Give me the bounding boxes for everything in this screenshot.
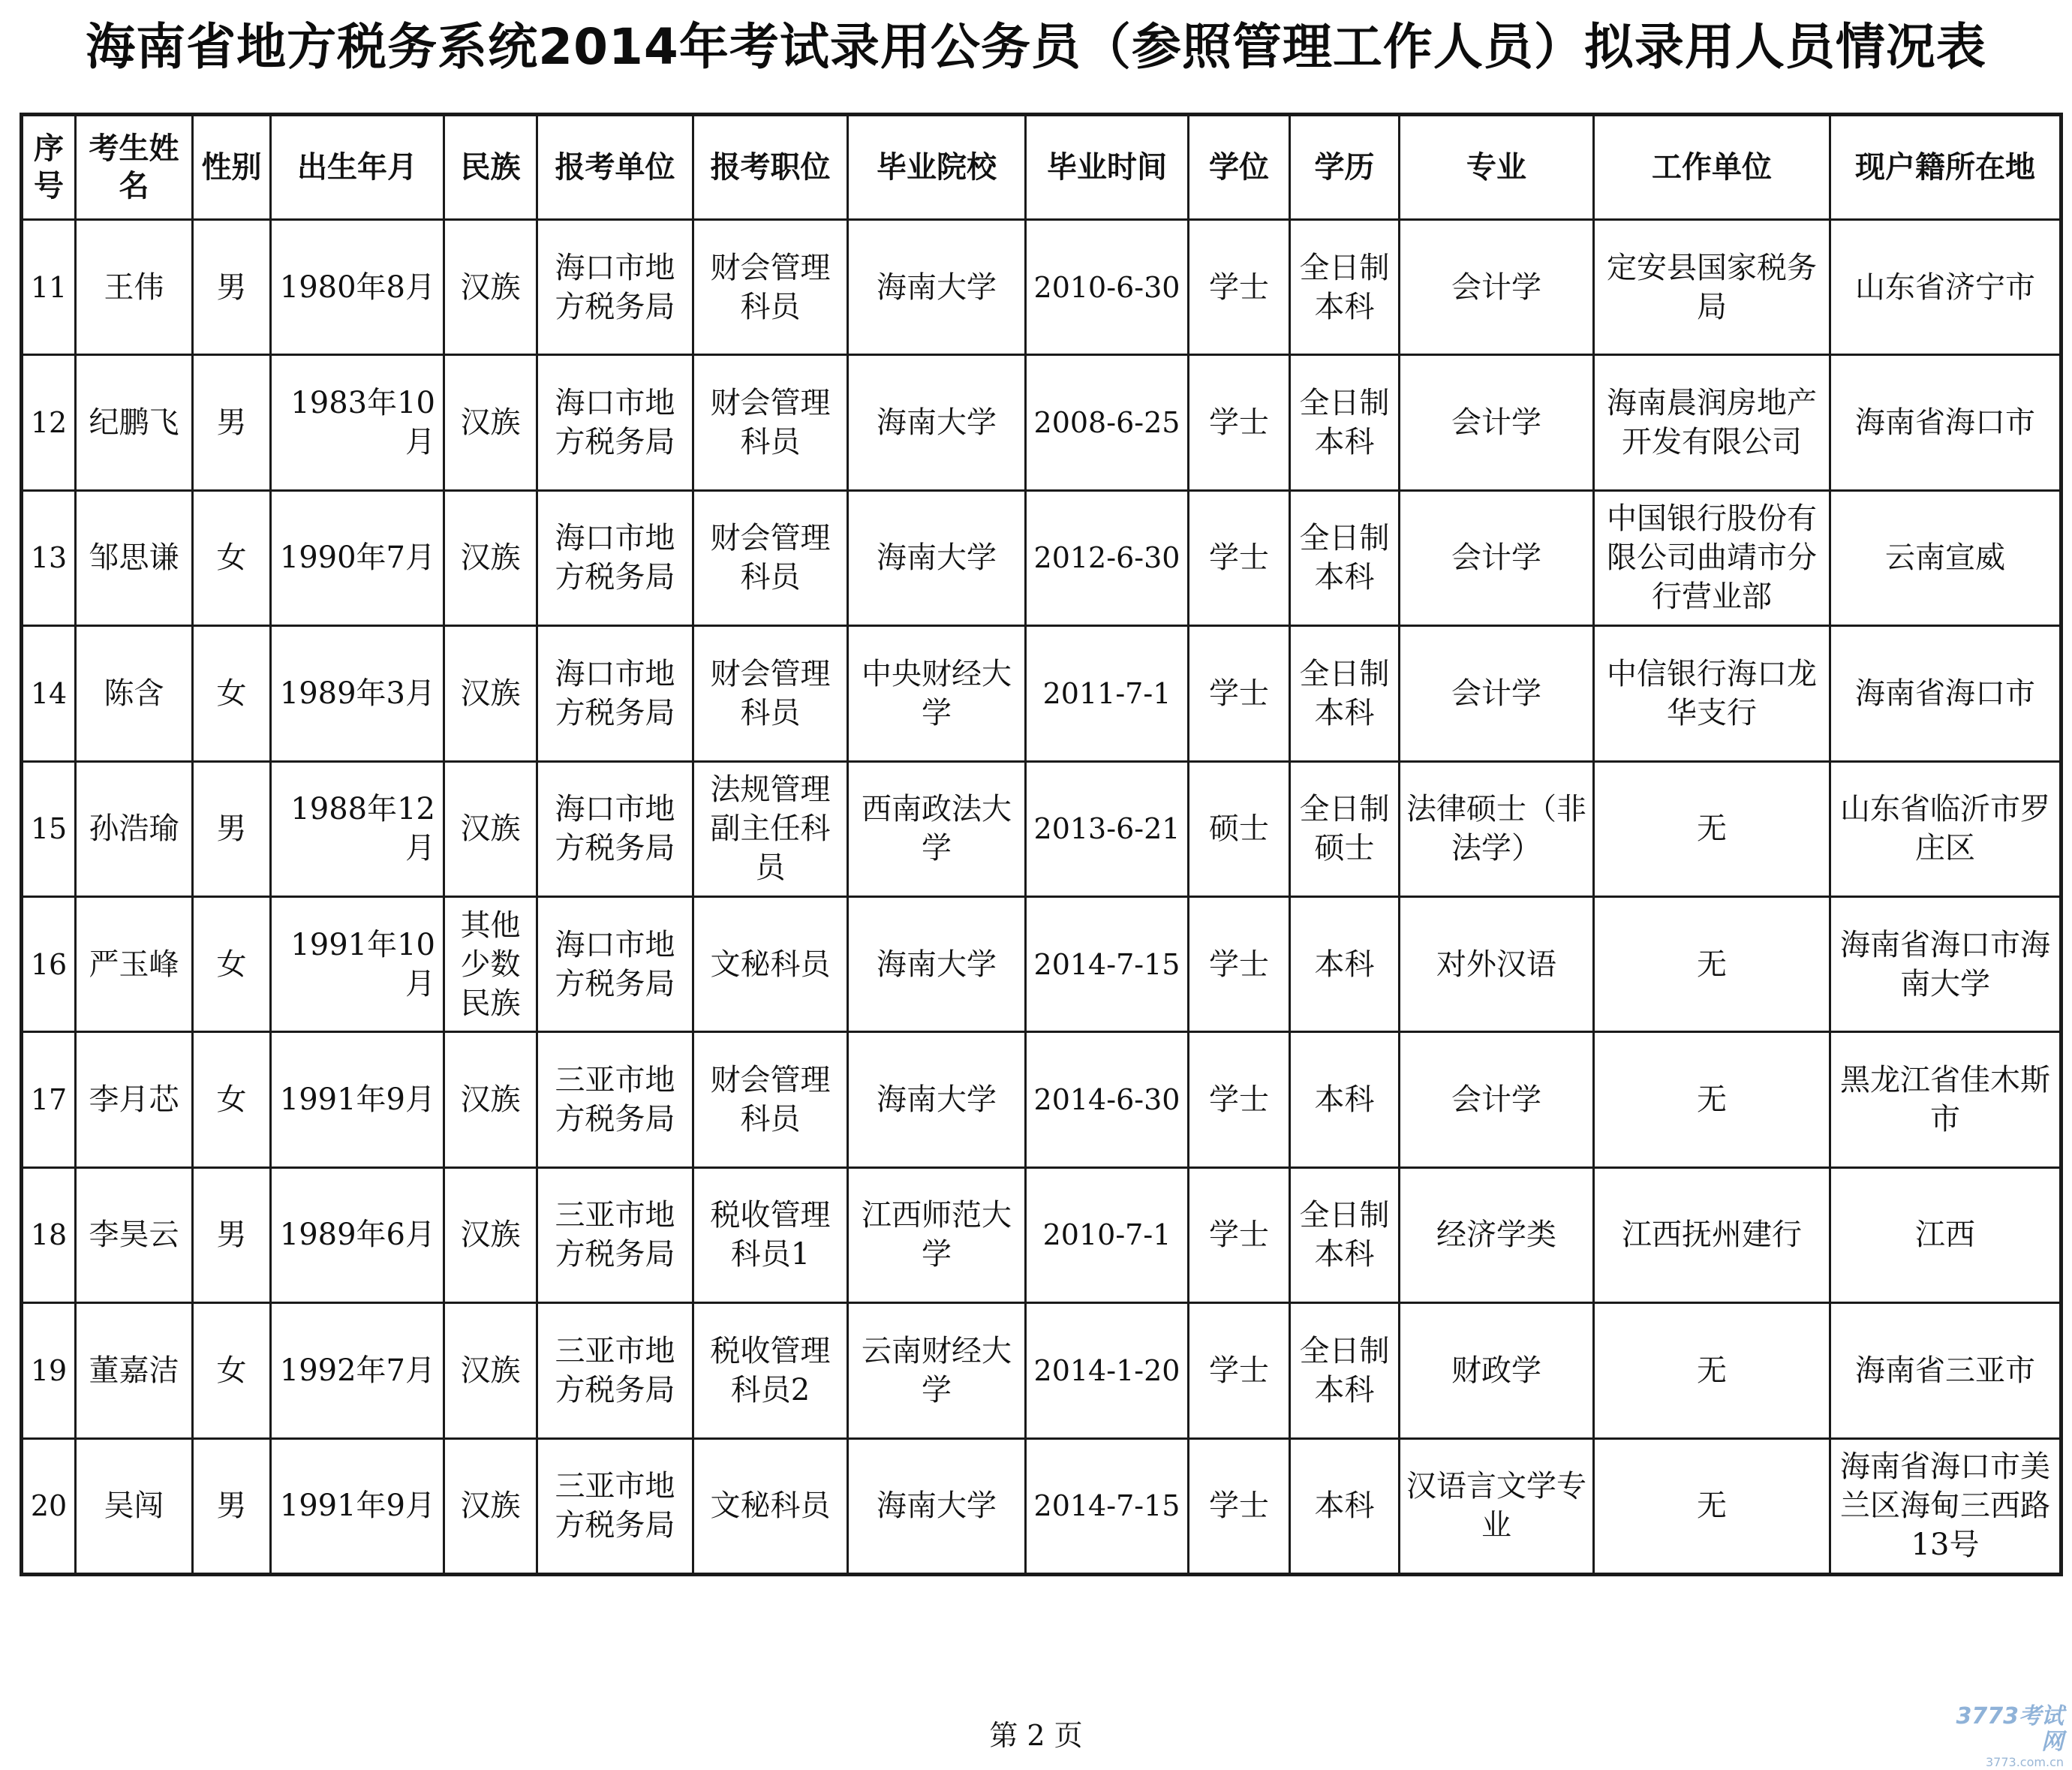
cell-degree: 学士 [1189,1438,1290,1574]
cell-ethnicity: 汉族 [444,626,537,761]
cell-gender: 男 [193,1167,271,1302]
cell-name: 吴闯 [76,1438,193,1574]
cell-applied-position: 财会管理科员 [693,1032,848,1167]
table-row [22,1438,2061,1574]
cell-name: 陈含 [76,626,193,761]
cell-degree: 学士 [1189,355,1290,490]
cell-education: 全日制硕士 [1290,761,1400,896]
cell-seq: 13 [22,490,76,625]
cell-degree: 学士 [1189,220,1290,355]
cell-employer: 海南晨润房地产开发有限公司 [1594,355,1830,490]
cell-school: 云南财经大学 [848,1303,1026,1438]
cell-ethnicity: 汉族 [444,1167,537,1302]
cell-seq: 16 [22,896,76,1031]
cell-gender: 女 [193,1303,271,1438]
page-title: 海南省地方税务系统2014年考试录用公务员（参照管理工作人员）拟录用人员情况表 [86,18,1986,76]
cell-birth: 1991年9月 [271,1032,444,1167]
cell-school: 西南政法大学 [848,761,1026,896]
cell-seq: 19 [22,1303,76,1438]
header-applied-unit: 报考单位 [537,115,693,220]
header-degree: 学位 [1189,115,1290,220]
page-number: 第 2 页 [989,1719,1083,1752]
cell-applied-unit: 三亚市地方税务局 [537,1167,693,1302]
cell-seq: 20 [22,1438,76,1574]
cell-major: 对外汉语 [1400,896,1594,1031]
header-employer: 工作单位 [1594,115,1830,220]
table-row [22,626,2061,761]
table-row [22,1032,2061,1167]
cell-ethnicity: 汉族 [444,761,537,896]
cell-ethnicity: 汉族 [444,355,537,490]
cell-birth: 1992年7月 [271,1303,444,1438]
cell-birth: 1991年10月 [271,896,444,1031]
cell-applied-unit: 三亚市地方税务局 [537,1032,693,1167]
cell-employer: 定安县国家税务局 [1594,220,1830,355]
cell-ethnicity: 汉族 [444,220,537,355]
table-row [22,355,2061,490]
cell-school: 海南大学 [848,1032,1026,1167]
cell-education: 全日制本科 [1290,355,1400,490]
header-grad-date: 毕业时间 [1026,115,1189,220]
cell-seq: 17 [22,1032,76,1167]
cell-school: 中央财经大学 [848,626,1026,761]
cell-major: 会计学 [1400,355,1594,490]
table-row [22,1303,2061,1438]
header-seq: 序号 [22,115,76,220]
cell-applied-unit: 海口市地方税务局 [537,220,693,355]
cell-employer: 无 [1594,1303,1830,1438]
cell-degree: 学士 [1189,1303,1290,1438]
header-residence: 现户籍所在地 [1830,115,2061,220]
header-school: 毕业院校 [848,115,1026,220]
cell-gender: 男 [193,761,271,896]
cell-degree: 硕士 [1189,761,1290,896]
cell-applied-unit: 三亚市地方税务局 [537,1438,693,1574]
cell-ethnicity: 汉族 [444,1032,537,1167]
cell-birth: 1990年7月 [271,490,444,625]
cell-birth: 1988年12月 [271,761,444,896]
cell-applied-position: 文秘科员 [693,1438,848,1574]
header-row [22,115,2061,220]
cell-education: 全日制本科 [1290,490,1400,625]
cell-gender: 男 [193,355,271,490]
cell-major: 财政学 [1400,1303,1594,1438]
cell-gender: 男 [193,1438,271,1574]
header-education: 学历 [1290,115,1400,220]
cell-school: 海南大学 [848,896,1026,1031]
cell-applied-position: 税收管理科员1 [693,1167,848,1302]
table-row [22,490,2061,625]
cell-education: 本科 [1290,1032,1400,1167]
cell-birth: 1989年3月 [271,626,444,761]
cell-ethnicity: 汉族 [444,1438,537,1574]
cell-birth: 1980年8月 [271,220,444,355]
table-row [22,1167,2061,1302]
cell-residence: 海南省三亚市 [1830,1303,2061,1438]
candidate-table [20,113,2063,1576]
cell-gender: 女 [193,1032,271,1167]
cell-major: 会计学 [1400,220,1594,355]
cell-applied-position: 文秘科员 [693,896,848,1031]
cell-name: 李昊云 [76,1167,193,1302]
cell-grad-date: 2011-7-1 [1026,626,1189,761]
cell-major: 法律硕士（非法学） [1400,761,1594,896]
cell-major: 经济学类 [1400,1167,1594,1302]
cell-applied-unit: 海口市地方税务局 [537,896,693,1031]
cell-name: 严玉峰 [76,896,193,1031]
cell-employer: 无 [1594,761,1830,896]
header-major: 专业 [1400,115,1594,220]
cell-school: 海南大学 [848,490,1026,625]
cell-grad-date: 2014-7-15 [1026,1438,1189,1574]
cell-degree: 学士 [1189,490,1290,625]
cell-degree: 学士 [1189,1167,1290,1302]
cell-degree: 学士 [1189,1032,1290,1167]
cell-birth: 1989年6月 [271,1167,444,1302]
cell-employer: 无 [1594,1438,1830,1574]
cell-major: 会计学 [1400,626,1594,761]
cell-major: 会计学 [1400,1032,1594,1167]
cell-name: 邹思谦 [76,490,193,625]
cell-seq: 18 [22,1167,76,1302]
cell-grad-date: 2014-1-20 [1026,1303,1189,1438]
cell-applied-position: 财会管理科员 [693,490,848,625]
cell-name: 孙浩瑜 [76,761,193,896]
cell-residence: 海南省海口市 [1830,355,2061,490]
cell-residence: 山东省临沂市罗庄区 [1830,761,2061,896]
cell-residence: 海南省海口市海南大学 [1830,896,2061,1031]
site-watermark [1944,1704,2064,1770]
header-gender: 性别 [193,115,271,220]
cell-name: 王伟 [76,220,193,355]
cell-education: 全日制本科 [1290,220,1400,355]
table-body [22,220,2061,1575]
cell-education: 本科 [1290,1438,1400,1574]
cell-applied-unit: 海口市地方税务局 [537,355,693,490]
cell-birth: 1991年9月 [271,1438,444,1574]
header-name: 考生姓名 [76,115,193,220]
cell-employer: 中信银行海口龙华支行 [1594,626,1830,761]
cell-residence: 海南省海口市美兰区海甸三西路13号 [1830,1438,2061,1574]
cell-name: 李月芯 [76,1032,193,1167]
watermark-url: 3773.com.cn [1986,1755,2064,1769]
cell-applied-position: 税收管理科员2 [693,1303,848,1438]
cell-birth: 1983年10月 [271,355,444,490]
cell-seq: 12 [22,355,76,490]
header-ethnicity: 民族 [444,115,537,220]
cell-school: 海南大学 [848,1438,1026,1574]
cell-ethnicity: 汉族 [444,1303,537,1438]
cell-education: 本科 [1290,896,1400,1031]
cell-applied-position: 财会管理科员 [693,626,848,761]
table-row [22,761,2061,896]
cell-gender: 男 [193,220,271,355]
cell-residence: 海南省海口市 [1830,626,2061,761]
cell-applied-unit: 三亚市地方税务局 [537,1303,693,1438]
cell-employer: 中国银行股份有限公司曲靖市分行营业部 [1594,490,1830,625]
cell-grad-date: 2012-6-30 [1026,490,1189,625]
cell-school: 海南大学 [848,355,1026,490]
cell-grad-date: 2008-6-25 [1026,355,1189,490]
cell-ethnicity: 汉族 [444,490,537,625]
cell-residence: 江西 [1830,1167,2061,1302]
cell-grad-date: 2014-7-15 [1026,896,1189,1031]
cell-residence: 云南宣威 [1830,490,2061,625]
cell-grad-date: 2013-6-21 [1026,761,1189,896]
cell-education: 全日制本科 [1290,1303,1400,1438]
cell-applied-position: 财会管理科员 [693,220,848,355]
cell-grad-date: 2010-6-30 [1026,220,1189,355]
cell-applied-unit: 海口市地方税务局 [537,490,693,625]
cell-ethnicity: 其他少数民族 [444,896,537,1031]
cell-grad-date: 2014-6-30 [1026,1032,1189,1167]
cell-major: 会计学 [1400,490,1594,625]
cell-seq: 11 [22,220,76,355]
cell-gender: 女 [193,626,271,761]
cell-employer: 无 [1594,896,1830,1031]
cell-applied-unit: 海口市地方税务局 [537,626,693,761]
cell-residence: 山东省济宁市 [1830,220,2061,355]
cell-applied-unit: 海口市地方税务局 [537,761,693,896]
cell-school: 海南大学 [848,220,1026,355]
cell-degree: 学士 [1189,626,1290,761]
cell-degree: 学士 [1189,896,1290,1031]
cell-gender: 女 [193,490,271,625]
watermark-logo: 3773考试网 [1956,1703,2064,1755]
cell-applied-position: 法规管理副主任科员 [693,761,848,896]
cell-major: 汉语言文学专业 [1400,1438,1594,1574]
cell-education: 全日制本科 [1290,1167,1400,1302]
cell-school: 江西师范大学 [848,1167,1026,1302]
cell-name: 纪鹏飞 [76,355,193,490]
cell-seq: 15 [22,761,76,896]
cell-seq: 14 [22,626,76,761]
cell-grad-date: 2010-7-1 [1026,1167,1189,1302]
table-row [22,896,2061,1031]
cell-residence: 黑龙江省佳木斯市 [1830,1032,2061,1167]
cell-applied-position: 财会管理科员 [693,355,848,490]
cell-employer: 无 [1594,1032,1830,1167]
cell-name: 董嘉洁 [76,1303,193,1438]
cell-education: 全日制本科 [1290,626,1400,761]
cell-gender: 女 [193,896,271,1031]
header-applied-position: 报考职位 [693,115,848,220]
table-row [22,220,2061,355]
cell-employer: 江西抚州建行 [1594,1167,1830,1302]
header-birth: 出生年月 [271,115,444,220]
